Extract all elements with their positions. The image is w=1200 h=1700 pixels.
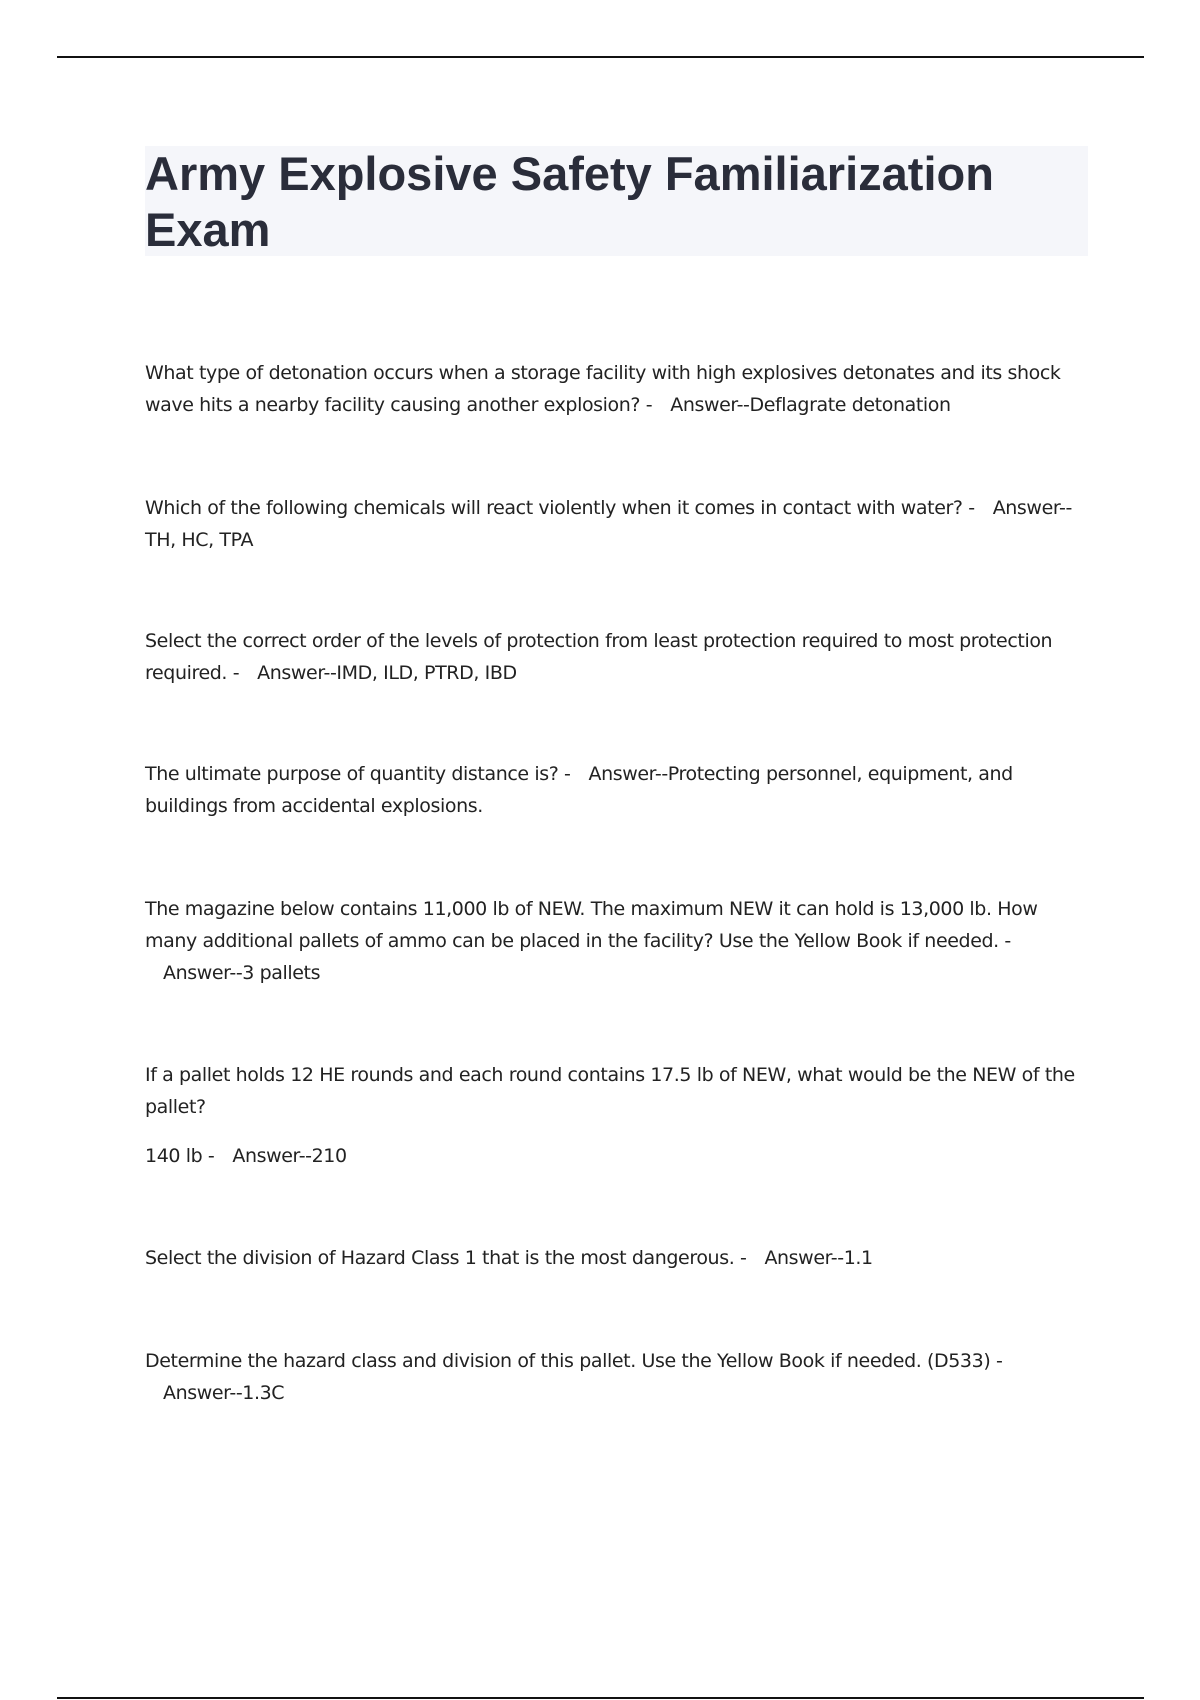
- bottom-rule: [57, 1697, 1144, 1699]
- answer-text: Answer--1.3C: [163, 1382, 285, 1404]
- qa-item-8: [145, 1345, 1090, 1409]
- answer-text: Answer--TH, HC, TPA: [145, 497, 1072, 551]
- question-text: Select the division of Hazard Class 1 that is the most dangerous. -: [145, 1247, 747, 1269]
- top-rule: [57, 56, 1144, 58]
- document-title: Army Explosive Safety Familiarization Exam: [145, 147, 994, 256]
- question-text: The ultimate purpose of quantity distance is? -: [145, 763, 571, 785]
- qa-item-2: [145, 492, 1090, 556]
- qa-item-1: [145, 357, 1090, 421]
- answer-text: Answer--Deflagrate detonation: [670, 394, 951, 416]
- question-text: What type of detonation occurs when a storage facility with high explosives detonates and its shock wave hits a nearby facility causing another explosion? -: [145, 362, 1061, 416]
- question-text: Select the correct order of the levels of protection from least protection required to most protection required. -: [145, 630, 1053, 684]
- question-text: Which of the following chemicals will react violently when it comes in contact with water? -: [145, 497, 975, 519]
- qa-item-5: [145, 893, 1090, 989]
- answer-text: Answer--IMD, ILD, PTRD, IBD: [257, 662, 517, 684]
- question-text: Determine the hazard class and division of this pallet. Use the Yellow Book if needed. (D533) -: [145, 1350, 1003, 1372]
- question-text-continued: 140 lb -: [145, 1145, 215, 1167]
- answer-text: Answer--Protecting personnel, equipment, and buildings from accidental explosions.: [145, 763, 1013, 817]
- question-text: If a pallet holds 12 HE rounds and each round contains 17.5 lb of NEW, what would be the NEW of the pallet?: [145, 1064, 1075, 1118]
- qa-item-6: [145, 1059, 1090, 1123]
- qa-item-4: [145, 758, 1090, 822]
- qa-item-6-line2: [145, 1140, 1090, 1172]
- answer-text: Answer--1.1: [764, 1247, 873, 1269]
- qa-item-7: [145, 1242, 1090, 1274]
- answer-text: Answer--210: [232, 1145, 347, 1167]
- answer-text: Answer--3 pallets: [163, 962, 321, 984]
- question-text: The magazine below contains 11,000 lb of NEW. The maximum NEW it can hold is 13,000 lb. How many additional pallets of ammo can be placed in the facility? Use the Yellow Book if needed. -: [145, 898, 1038, 952]
- qa-item-3: [145, 625, 1090, 689]
